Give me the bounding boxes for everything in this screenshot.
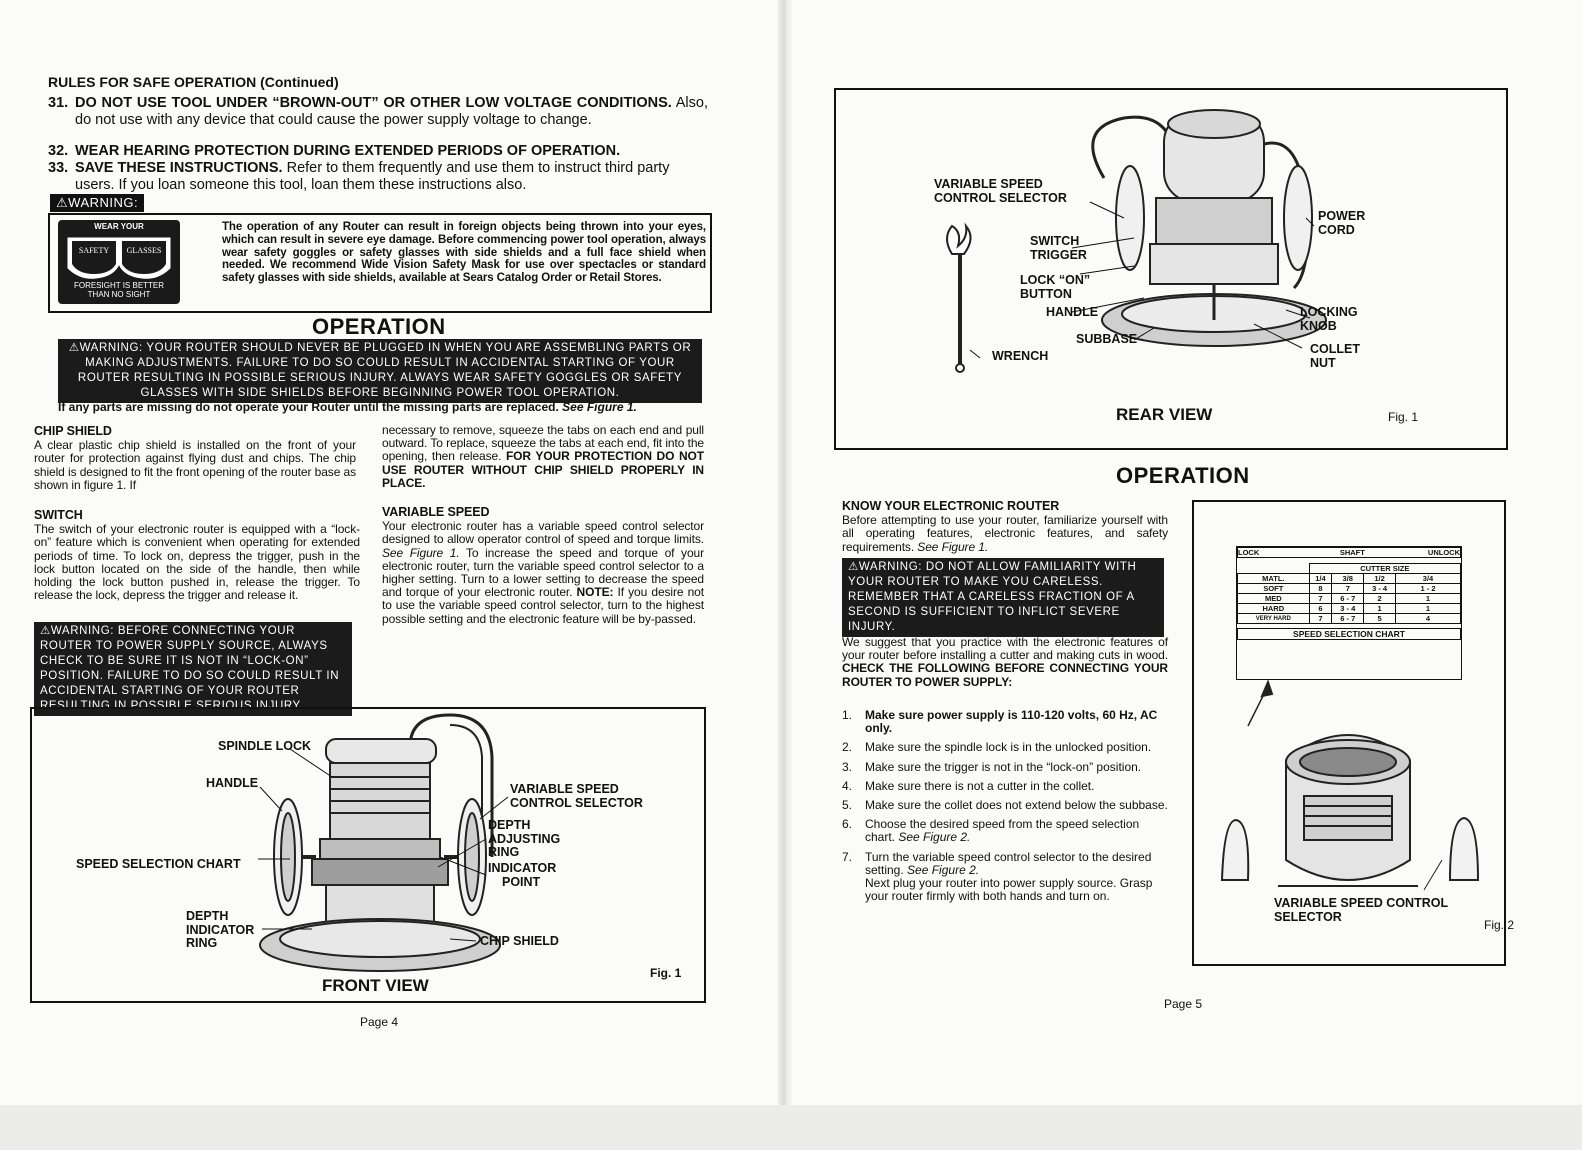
step-number: 2. bbox=[842, 740, 853, 755]
badge-bottom-text-1: FORESIGHT IS BETTER bbox=[73, 281, 165, 290]
chart-cell: 5 bbox=[1364, 614, 1396, 624]
note-label: NOTE: bbox=[572, 585, 614, 600]
rule-heading: SAVE THESE INSTRUCTIONS. bbox=[75, 160, 283, 176]
chart-cell: 1 bbox=[1396, 604, 1461, 614]
familiarity-warning: ⚠WARNING: DO NOT ALLOW FAMILIARITY WITH YOUR ROUTER TO MAKE YOU CARELESS. REMEMBER THAT A CARELESS FRACTION OF A SECOND IS SUFFICIENT TO INFLICT SEVERE INJURY. bbox=[842, 558, 1164, 637]
label-line: POWER bbox=[1318, 209, 1366, 223]
page-number: Page 5 bbox=[1164, 997, 1203, 1011]
missing-parts-text: If any parts are missing do not operate your Router until the missing parts are replaced. bbox=[58, 400, 559, 414]
label-line: RING bbox=[186, 936, 218, 950]
step-number: 3. bbox=[842, 759, 853, 774]
switch-heading: SWITCH bbox=[34, 508, 83, 522]
chart-lock: LOCK bbox=[1238, 548, 1310, 558]
chart-material: VERY HARD bbox=[1238, 614, 1310, 624]
label-line: DEPTH bbox=[488, 818, 531, 832]
step-number: 1. bbox=[842, 708, 853, 722]
step-text: Make sure power supply is 110-120 volts, 60 Hz, AC only. bbox=[865, 708, 1158, 736]
step-text: Choose the desired speed from the speed selection chart. bbox=[865, 817, 1140, 845]
label-indicator-point bbox=[488, 862, 556, 889]
label-spindle-lock: SPINDLE LOCK bbox=[218, 739, 312, 753]
chip-shield-emphasis: FOR YOUR PROTECTION DO NOT USE ROUTER WITHOUT CHIP SHIELD PROPERLY IN PLACE. bbox=[382, 449, 704, 490]
label-line: INDICATOR bbox=[488, 861, 557, 875]
badge-bottom-text-2: THAN NO SIGHT bbox=[87, 290, 151, 299]
chart-title: SPEED SELECTION CHART bbox=[1238, 629, 1461, 640]
label-line: LOCK “ON” bbox=[1020, 273, 1091, 287]
warning-tag: ⚠WARNING: bbox=[50, 194, 144, 212]
know-heading: KNOW YOUR ELECTRONIC ROUTER bbox=[842, 499, 1060, 513]
step-text-extra: Next plug your router into power supply source. Grasp your router firmly with both hands and turn on. bbox=[865, 876, 1153, 904]
step-text: Make sure the collet does not extend below the subbase. bbox=[865, 798, 1168, 813]
operation-warning: ⚠WARNING: YOUR ROUTER SHOULD NEVER BE PLUGGED IN WHEN YOU ARE ASSEMBLING PARTS OR MAKING ADJUSTMENTS. FAILURE TO DO SO COULD RESULT IN ACCIDENTAL STARTING OF YOUR ROUTER RESULTING IN POSSIBLE SERIOUS INJURY. ALWAYS WEAR SAFETY GOGGLES OR SAFETY GLASSES WITH SIDE SHIELDS BEFORE BEGINNING POWER TOOL OPERATION. bbox=[58, 339, 702, 403]
figure-reference: See Figure 2. bbox=[903, 862, 980, 877]
list-item bbox=[842, 709, 1168, 735]
label-depth-indicator-ring bbox=[186, 910, 254, 951]
switch-section bbox=[34, 509, 360, 602]
page-4 bbox=[0, 0, 778, 1105]
label-speed-selection-chart: SPEED SELECTION CHART bbox=[76, 857, 241, 871]
step-text: Make sure there is not a cutter in the collet. bbox=[865, 778, 1095, 793]
chart-size: 3/8 bbox=[1332, 574, 1364, 584]
label-variable-speed-control-selector bbox=[1274, 897, 1448, 924]
operation-title: OPERATION bbox=[312, 314, 446, 339]
lock-on-warning: ⚠WARNING: BEFORE CONNECTING YOUR ROUTER TO POWER SUPPLY SOURCE, ALWAYS CHECK TO BE SURE IT IS NOT IN “LOCK-ON” POSITION. FAILURE TO DO SO COULD RESULT IN ACCIDENTAL STARTING OF YOUR ROUTER RESULTING IN POSSIBLE SERIOUS INJURY. bbox=[34, 622, 352, 716]
variable-speed-section bbox=[382, 506, 704, 626]
suggest-emphasis: CHECK THE FOLLOWING BEFORE CONNECTING YOUR ROUTER TO POWER SUPPLY: bbox=[842, 661, 1168, 689]
rule-heading: WEAR HEARING PROTECTION DURING EXTENDED PERIODS OF OPERATION. bbox=[75, 143, 621, 159]
badge-left-text: SAFETY bbox=[78, 246, 110, 255]
chart-material: HARD bbox=[1238, 604, 1310, 614]
safety-warning-text: The operation of any Router can result in foreign objects being thrown into your eyes, which can result in severe eye damage. Before commencing power tool operation, always wear safety goggles or safety glasses with side shields and a full face shield when needed. We recommend Wide Vision Safety Mask for use over spectacles or standard safety glasses with side shields, available at Sears Catalog Order or Retail Stores. bbox=[222, 221, 706, 285]
rule-31 bbox=[48, 95, 708, 129]
step-text: Turn the variable speed control selector to the desired setting. bbox=[865, 849, 1152, 877]
label-line: CORD bbox=[1318, 222, 1355, 237]
figure-number: Fig. 1 bbox=[1388, 410, 1419, 424]
label-handle: HANDLE bbox=[206, 776, 259, 790]
step-number: 6. bbox=[842, 817, 853, 832]
list-item bbox=[842, 780, 1168, 793]
chart-cell: 6 - 7 bbox=[1332, 594, 1364, 604]
operation-title: OPERATION bbox=[1116, 463, 1250, 488]
label-lock-on-button bbox=[1020, 274, 1090, 301]
chart-cell: 1 - 2 bbox=[1396, 584, 1461, 594]
label-depth-adjusting-ring bbox=[488, 819, 560, 860]
chip-shield-section bbox=[34, 425, 356, 492]
rear-view-caption: REAR VIEW bbox=[1116, 405, 1213, 424]
know-text: Before attempting to use your router, familiarize yourself with all operating features, electronic features, and safety requirements. bbox=[842, 513, 1168, 554]
label-line: INDICATOR bbox=[186, 922, 255, 937]
router-rear-drawing bbox=[834, 88, 1508, 450]
pre-connection-checklist bbox=[842, 709, 1168, 909]
chart-shaft: SHAFT bbox=[1309, 548, 1395, 558]
rules-heading: RULES FOR SAFE OPERATION (Continued) bbox=[48, 74, 339, 90]
page-gutter bbox=[778, 0, 792, 1150]
chip-shield-continued bbox=[382, 424, 704, 490]
label-switch-trigger bbox=[1030, 235, 1087, 262]
page-5 bbox=[792, 0, 1582, 1105]
label-line: KNOB bbox=[1300, 318, 1337, 333]
label-line: VARIABLE SPEED bbox=[510, 782, 619, 796]
label-line: TRIGGER bbox=[1030, 247, 1087, 262]
figure-number: Fig. 1 bbox=[650, 966, 682, 980]
label-line: CONTROL SELECTOR bbox=[934, 190, 1067, 205]
label-line: BUTTON bbox=[1020, 286, 1072, 301]
step-text: Make sure the trigger is not in the “lock-on” position. bbox=[865, 759, 1142, 774]
chart-material: MED bbox=[1238, 594, 1310, 604]
label-line: SWITCH bbox=[1030, 234, 1080, 248]
safety-glasses-badge bbox=[58, 220, 180, 304]
chart-size: 1/4 bbox=[1309, 574, 1332, 584]
figure-reference: See Figure 1. bbox=[914, 539, 989, 554]
router-front-drawing bbox=[30, 707, 706, 1003]
chip-shield-cont-text: necessary to remove, squeeze the tabs on each end and pull outward. To replace, squeeze the tabs at each end, fit into the opening, then release. bbox=[382, 423, 704, 464]
chart-cell: 1 bbox=[1396, 594, 1461, 604]
label-line: RING bbox=[488, 845, 520, 859]
switch-text: The switch of your electronic router is equipped with a “lock-on” feature which is convenient when operating for extended periods of time. To lock on, depress the trigger, push in the lock button located on the side of the handle, then while holding the lock button pushed in, release the trigger. To release the lock, depress the trigger and release it. bbox=[34, 522, 360, 603]
figure-reference: See Figure 1. bbox=[382, 545, 460, 560]
chart-cell: 7 bbox=[1309, 594, 1332, 604]
step-number: 4. bbox=[842, 778, 853, 793]
rule-text: Also, do not use with any device that could cause the power supply voltage to change. bbox=[75, 95, 709, 128]
page-number: Page 4 bbox=[360, 1015, 399, 1029]
variable-speed-text-3: If you desire not to use the variable speed control selector, turn to the highest possible setting and the electronic feature will be by-passed. bbox=[382, 585, 704, 626]
missing-parts-note bbox=[58, 400, 718, 414]
label-power-cord bbox=[1318, 210, 1365, 237]
list-item bbox=[842, 818, 1168, 844]
rule-number: 32. bbox=[48, 143, 69, 159]
chart-cell: 8 bbox=[1309, 584, 1332, 594]
badge-top-text: WEAR YOUR bbox=[94, 222, 144, 231]
label-line: VARIABLE SPEED bbox=[934, 177, 1043, 191]
step-number: 7. bbox=[842, 849, 853, 864]
chart-cell: 3 - 4 bbox=[1332, 604, 1364, 614]
figure-reference: See Figure 2. bbox=[895, 830, 971, 845]
label-line: POINT bbox=[502, 874, 541, 889]
chart-size: 3/4 bbox=[1396, 574, 1461, 584]
label-line: CONTROL SELECTOR bbox=[510, 795, 643, 810]
label-collet-nut bbox=[1310, 343, 1360, 370]
step-text: Make sure the spindle lock is in the unlocked position. bbox=[865, 740, 1152, 755]
label-locking-knob bbox=[1300, 306, 1358, 333]
list-item bbox=[842, 799, 1168, 812]
chip-shield-text: A clear plastic chip shield is installed on the front of your router for protection against flying dust and chips. The chip shield is designed to fit the front opening of the router base as shown in figure 1. If bbox=[34, 438, 356, 492]
chart-matl-header: MATL. bbox=[1238, 574, 1310, 584]
badge-right-text: GLASSES bbox=[126, 246, 162, 255]
list-item bbox=[842, 851, 1168, 904]
chart-unlock: UNLOCK bbox=[1396, 548, 1461, 558]
label-line: SELECTOR bbox=[1274, 909, 1342, 924]
rule-33 bbox=[48, 160, 708, 194]
know-your-router-section bbox=[842, 500, 1168, 554]
label-line: VARIABLE SPEED CONTROL bbox=[1274, 896, 1449, 910]
chart-cutter-size: CUTTER SIZE bbox=[1309, 564, 1460, 574]
variable-speed-heading: VARIABLE SPEED bbox=[382, 505, 490, 519]
rule-number: 31. bbox=[48, 95, 69, 111]
chart-cell: 1 bbox=[1364, 604, 1396, 614]
chip-shield-heading: CHIP SHIELD bbox=[34, 424, 112, 438]
rule-heading: DO NOT USE TOOL UNDER “BROWN-OUT” OR OTHER LOW VOLTAGE CONDITIONS. bbox=[75, 95, 672, 111]
chart-cell: 3 - 4 bbox=[1364, 584, 1396, 594]
chart-cell: 6 - 7 bbox=[1332, 614, 1364, 624]
front-view-caption: FRONT VIEW bbox=[322, 976, 429, 995]
rule-number: 33. bbox=[48, 160, 69, 176]
label-line: ADJUSTING bbox=[488, 831, 561, 846]
list-item bbox=[842, 761, 1168, 774]
chart-material: SOFT bbox=[1238, 584, 1310, 594]
label-line: DEPTH bbox=[186, 909, 229, 923]
label-subbase: SUBBASE bbox=[1076, 332, 1138, 346]
label-line: NUT bbox=[1310, 355, 1336, 370]
chart-cell: 7 bbox=[1309, 614, 1332, 624]
list-item bbox=[842, 741, 1168, 754]
scan-bottom-margin bbox=[0, 1105, 1582, 1150]
figure-reference: See Figure 1. bbox=[562, 400, 637, 414]
rule-32 bbox=[48, 143, 708, 160]
chart-cell: 7 bbox=[1332, 584, 1364, 594]
label-handle: HANDLE bbox=[1046, 305, 1099, 319]
suggest-text: We suggest that you practice with the electronic features of your router before installing a cutter and making cuts in wood. bbox=[842, 635, 1168, 663]
variable-speed-text-2: To increase the speed and torque of your electronic router, turn the variable speed control selector to a higher setting. Turn to a lower setting to decrease the speed and torque of your electronic router. bbox=[382, 545, 704, 600]
rule-text: Refer to them frequently and use them to instruct third party users. If you loan someone this tool, loan them these instructions also. bbox=[75, 160, 670, 193]
variable-speed-text: Your electronic router has a variable speed control selector designed to allow operator control of speed and torque limits. bbox=[382, 519, 704, 547]
step-number: 5. bbox=[842, 798, 853, 813]
label-chip-shield: CHIP SHIELD bbox=[480, 934, 559, 948]
chart-cell: 4 bbox=[1396, 614, 1461, 624]
chart-cell: 2 bbox=[1364, 594, 1396, 604]
chart-size: 1/2 bbox=[1364, 574, 1396, 584]
figure-number: Fig. 2 bbox=[1484, 918, 1515, 932]
label-line: LOCKING bbox=[1300, 305, 1358, 319]
practice-suggestion bbox=[842, 636, 1168, 689]
label-wrench: WRENCH bbox=[992, 349, 1049, 363]
label-variable-speed-selector bbox=[510, 783, 643, 810]
label-variable-speed-selector bbox=[934, 178, 1067, 205]
chart-cell: 6 bbox=[1309, 604, 1332, 614]
label-line: COLLET bbox=[1310, 342, 1360, 356]
